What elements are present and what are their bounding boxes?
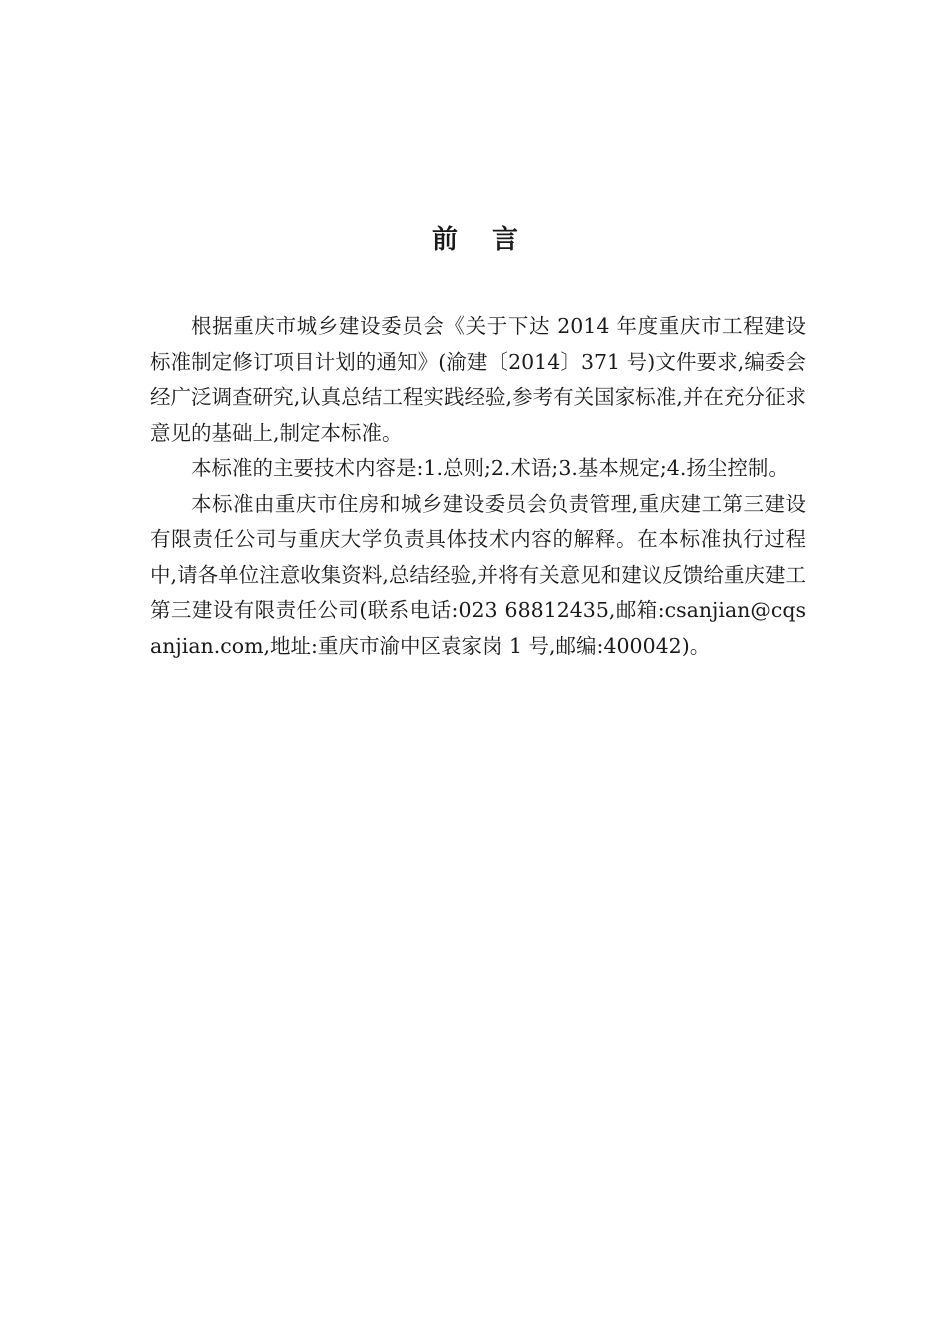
paragraph-basis: 根据重庆市城乡建设委员会《关于下达 2014 年度重庆市工程建设标准制定修订项目计划的通知》(渝建〔2014〕371 号)文件要求,编委会经广泛调查研究,认真总结工程实践经验,参考有关国家标准,并在充分征求意见的基础上,制定本标准。 (150, 314, 806, 445)
body-text (150, 309, 806, 664)
paragraph-contents: 本标准的主要技术内容是:1.总则;2.术语;3.基本规定;4.扬尘控制。 (191, 456, 789, 480)
paragraph-management: 本标准由重庆市住房和城乡建设委员会负责管理,重庆建工第三建设有限责任公司与重庆大学负责具体技术内容的解释。在本标准执行过程中,请各单位注意收集资料,总结经验,并将有关意见和建议反馈给重庆建工第三建设有限责任公司(联系电话:023 68812435,邮箱:csanjian@cqsanjian.com,地址:重庆市渝中区袁家岗 1 号,邮编:400042)。 (150, 491, 806, 658)
page-title: 前言 (431, 225, 552, 255)
